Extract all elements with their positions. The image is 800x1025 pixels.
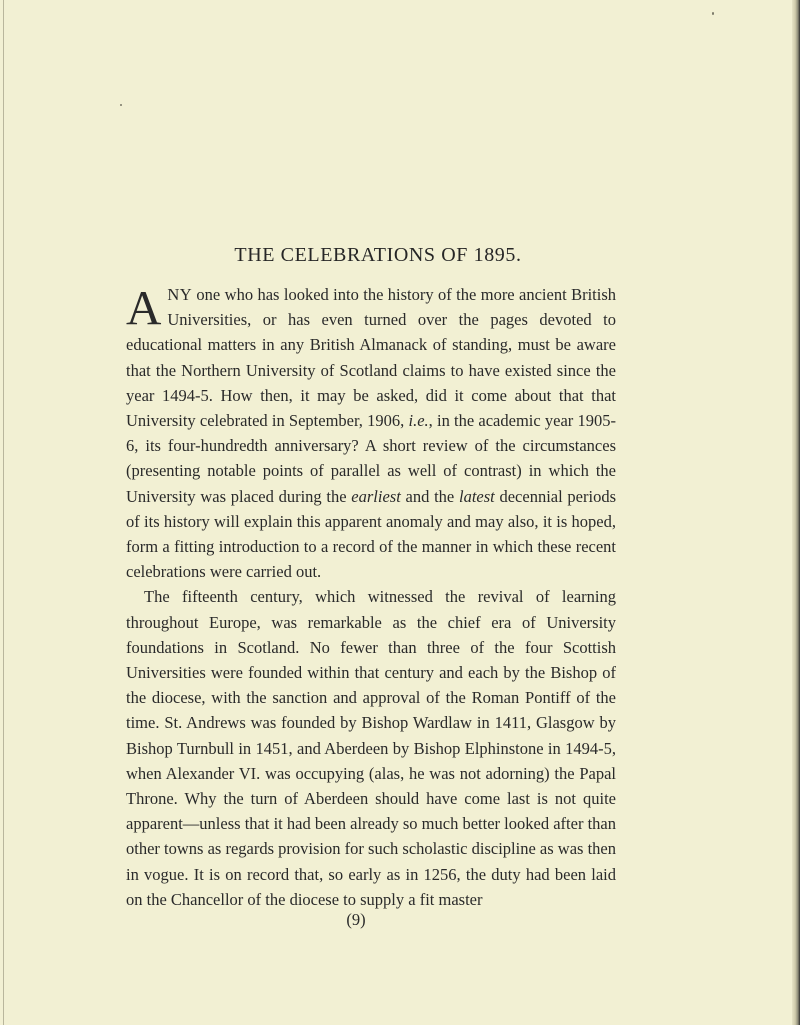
text-run: one who has looked into the history of the more ancient British Universities, or has even turned over the pages devoted to educational matters in any British Almanack of standing, must be aware that the Northern University of Scotland claims to have existed since the year 1494-5. How then, it may be asked, did it come about that that University celebrated in September, 1906,: [126, 285, 616, 431]
text-run: , in the academic year 1905-6, its four-hundredth anniversary? A short review of the circumstances (presenting notable points of parallel as well of contrast) in which the University was placed during the: [126, 411, 616, 506]
page-number: (9): [346, 910, 366, 930]
text-run: decennial periods of its history will explain this apparent anomaly and may also, it is hoped, form a fitting introduction to a record of the manner in which these recent celebrations were carried out.: [126, 486, 617, 582]
italic-text: earliest: [351, 486, 401, 506]
drop-cap: A: [126, 280, 162, 335]
italic-text: i.e.: [408, 411, 429, 431]
chapter-heading: THE CELEBRATIONS OF 1895.: [234, 244, 522, 266]
page-content: [126, 244, 616, 930]
page-edge-right: [792, 0, 800, 1025]
text-run: and the: [400, 486, 459, 506]
paper-speck: [712, 12, 714, 15]
italic-text: latest: [459, 486, 495, 506]
paper-speck: [120, 104, 122, 106]
page-edge-left: [3, 0, 4, 1025]
paragraph-1: [126, 282, 616, 584]
paragraph-2: The fifteenth century, which witnessed the revival of learning throughout Europe, was remarkable as the chief era of University foundations in Scotland. No fewer than three of the four Scottish Universities were founded within that century and each by the Bishop of the diocese, with the sanction and approval of the Roman Pontiff of the time. St. Andrews was founded by Bishop Wardlaw in 1411, Glasgow by Bishop Turnbull in 1451, and Aberdeen by Bishop Elphinstone in 1494-5, when Alexander VI. was occupying (alas, he was not adorning) the Papal Throne. Why the turn of Aberdeen should have come last is not quite apparent—unless that it had been already so much better looked after than other towns as regards provision for such scholastic discipline as was then in vogue. It is on record that, so early as in 1256, the duty had been laid on the Chancellor of the diocese to supply a fit master: [126, 587, 616, 909]
small-caps-word: NY: [167, 285, 193, 304]
